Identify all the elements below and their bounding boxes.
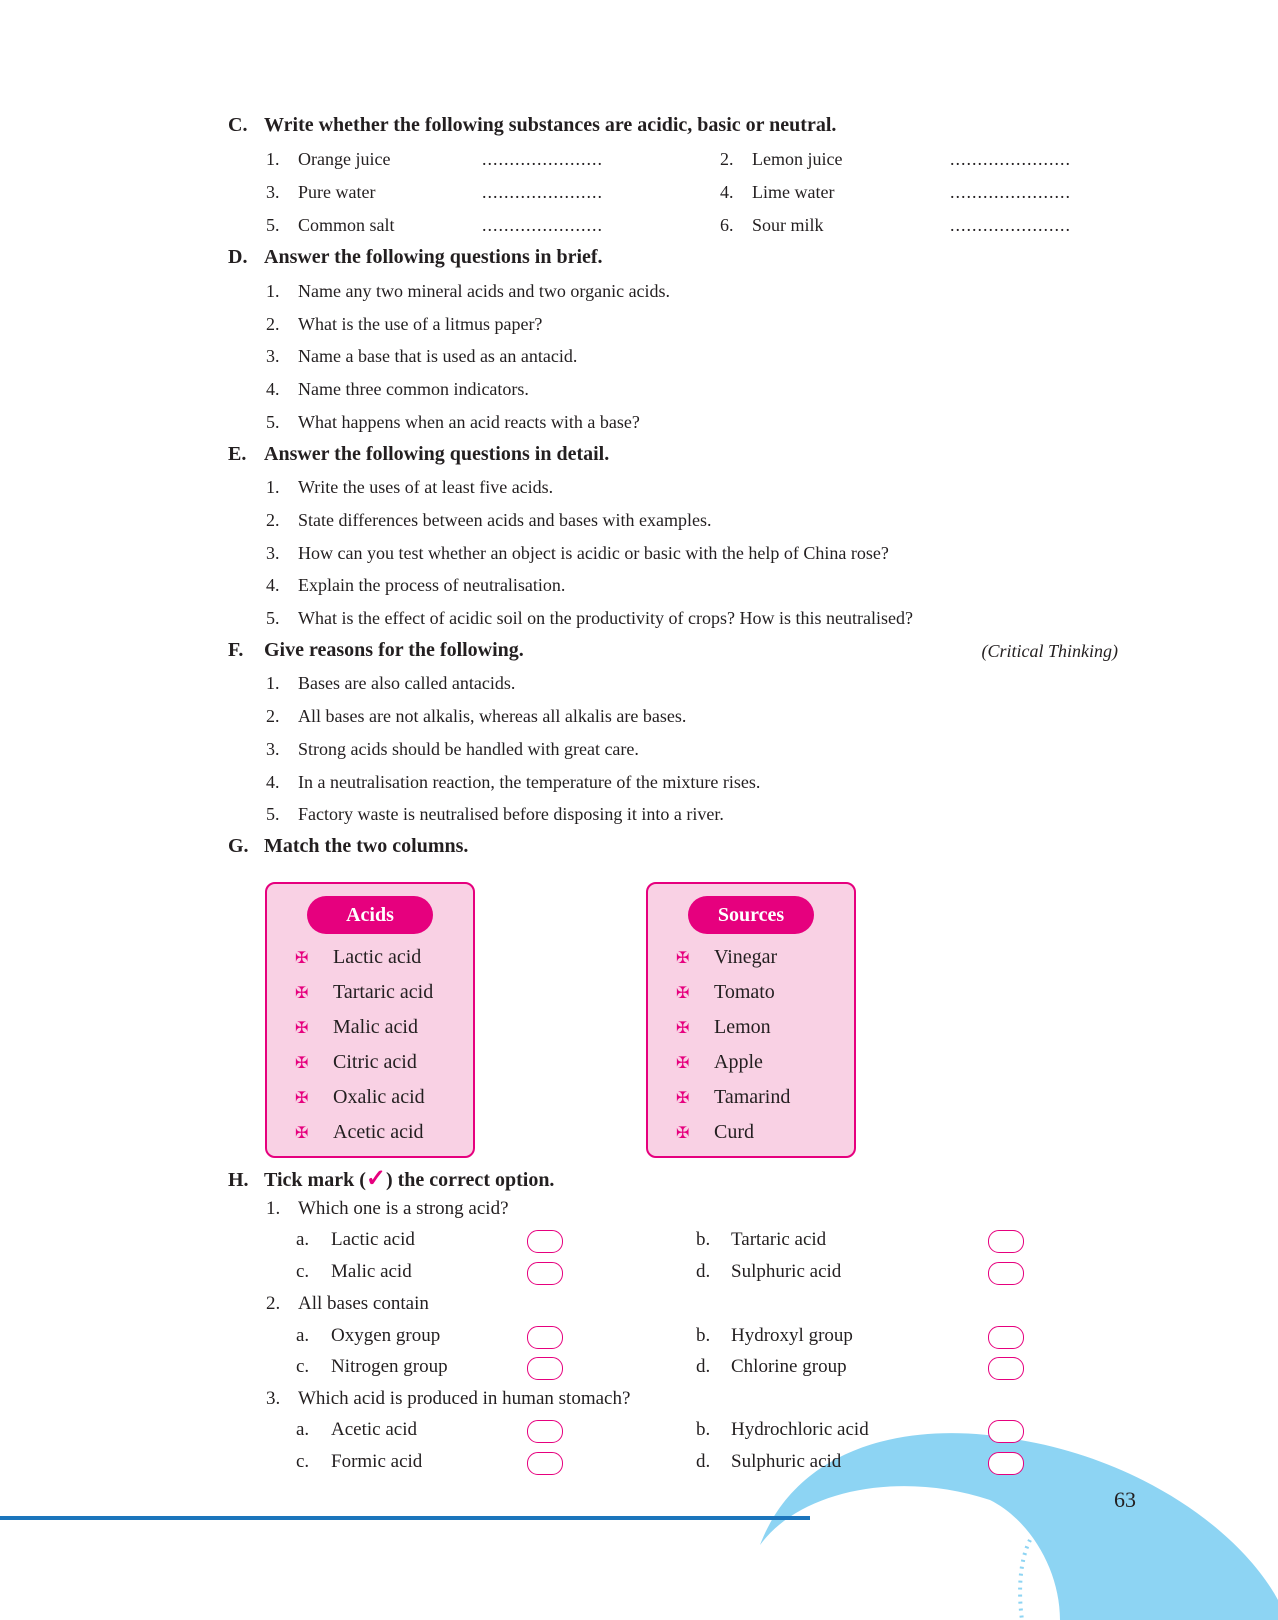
list-item: 2. What is the use of a litmus paper?: [266, 314, 543, 334]
list-item: 2. Lemon juice: [720, 149, 843, 169]
option-label: c. Formic acid: [296, 1451, 423, 1472]
cross-bullet-icon: ✠: [295, 1125, 309, 1142]
answer-checkbox[interactable]: [527, 1326, 563, 1349]
section-f-heading: F. Give reasons for the following.: [228, 639, 524, 661]
cross-bullet-icon: ✠: [295, 1055, 309, 1072]
cross-bullet-icon: ✠: [676, 950, 690, 967]
acids-column-box: [265, 882, 475, 1158]
list-item: 5. Factory waste is neutralised before disposing it into a river.: [266, 804, 724, 824]
list-item: ✠ Tomato: [676, 981, 775, 1003]
question: 1. Which one is a strong acid?: [266, 1198, 509, 1219]
answer-checkbox[interactable]: [988, 1452, 1024, 1475]
option-label: b. Hydroxyl group: [696, 1325, 853, 1346]
list-item: ✠ Tartaric acid: [295, 981, 434, 1003]
critical-thinking-tag: (Critical Thinking): [981, 641, 1118, 661]
cross-bullet-icon: ✠: [676, 985, 690, 1002]
list-item: 5. What happens when an acid reacts with a base?: [266, 412, 640, 432]
list-item: ✠ Curd: [676, 1121, 754, 1143]
answer-checkbox[interactable]: [527, 1357, 563, 1380]
list-item: ✠ Malic acid: [295, 1016, 418, 1038]
answer-checkbox[interactable]: [988, 1357, 1024, 1380]
list-item: ✠ Citric acid: [295, 1051, 417, 1073]
section-d-heading: D. Answer the following questions in brief.: [228, 246, 603, 268]
list-item: ✠ Apple: [676, 1051, 763, 1073]
question: 2. All bases contain: [266, 1293, 429, 1314]
option-label: a. Acetic acid: [296, 1419, 417, 1440]
list-item: 2. State differences between acids and bases with examples.: [266, 510, 712, 530]
option-label: b. Hydrochloric acid: [696, 1419, 869, 1440]
answer-blank: ......................: [950, 182, 1071, 202]
list-item: 4. Explain the process of neutralisation.: [266, 575, 566, 595]
list-item: 5. What is the effect of acidic soil on the productivity of crops? How is this neutralised?: [266, 608, 913, 628]
cross-bullet-icon: ✠: [676, 1090, 690, 1107]
cross-bullet-icon: ✠: [676, 1055, 690, 1072]
list-item: 4. Name three common indicators.: [266, 379, 529, 399]
list-item: 2. All bases are not alkalis, whereas all alkalis are bases.: [266, 706, 687, 726]
tick-icon: ✓: [365, 1166, 386, 1192]
list-item: 1. Name any two mineral acids and two organic acids.: [266, 281, 671, 301]
answer-checkbox[interactable]: [527, 1420, 563, 1443]
list-item: ✠ Lactic acid: [295, 946, 422, 968]
option-label: b. Tartaric acid: [696, 1229, 827, 1250]
question: 3. Which acid is produced in human stomach?: [266, 1388, 631, 1409]
option-label: d. Sulphuric acid: [696, 1261, 842, 1282]
list-item: 1. Orange juice: [266, 149, 391, 169]
answer-checkbox[interactable]: [527, 1452, 563, 1475]
option-label: a. Oxygen group: [296, 1325, 441, 1346]
list-item: 1. Bases are also called antacids.: [266, 673, 516, 693]
answer-checkbox[interactable]: [988, 1230, 1024, 1253]
answer-blank: ......................: [482, 149, 603, 169]
answer-blank: ......................: [950, 215, 1071, 235]
cross-bullet-icon: ✠: [295, 950, 309, 967]
sources-column-box: [646, 882, 856, 1158]
option-label: d. Chlorine group: [696, 1356, 847, 1377]
answer-blank: ......................: [482, 215, 603, 235]
list-item: ✠ Vinegar: [676, 946, 778, 968]
answer-checkbox[interactable]: [988, 1326, 1024, 1349]
option-label: c. Malic acid: [296, 1261, 412, 1282]
list-item: 3. Strong acids should be handled with great care.: [266, 739, 639, 759]
section-e-heading: E. Answer the following questions in detail.: [228, 443, 610, 465]
list-item: 3. Name a base that is used as an antacid.: [266, 346, 578, 366]
list-item: ✠ Oxalic acid: [295, 1086, 425, 1108]
cross-bullet-icon: ✠: [295, 985, 309, 1002]
sources-header: Sources: [688, 896, 814, 934]
option-label: d. Sulphuric acid: [696, 1451, 842, 1472]
cross-bullet-icon: ✠: [676, 1020, 690, 1037]
answer-blank: ......................: [482, 182, 603, 202]
answer-checkbox[interactable]: [988, 1262, 1024, 1285]
list-item: 4. Lime water: [720, 182, 835, 202]
list-item: 1. Write the uses of at least five acids.: [266, 477, 554, 497]
acids-header: Acids: [307, 896, 433, 934]
answer-blank: ......................: [950, 149, 1071, 169]
section-c-heading: C. Write whether the following substances are acidic, basic or neutral.: [228, 114, 837, 136]
section-h-heading: H. Tick mark (✓) the correct option.: [228, 1166, 555, 1192]
list-item: ✠ Acetic acid: [295, 1121, 424, 1143]
answer-checkbox[interactable]: [527, 1262, 563, 1285]
list-item: 5. Common salt: [266, 215, 395, 235]
answer-checkbox[interactable]: [988, 1420, 1024, 1443]
list-item: 3. How can you test whether an object is acidic or basic with the help of China rose?: [266, 543, 889, 563]
cross-bullet-icon: ✠: [295, 1090, 309, 1107]
option-label: a. Lactic acid: [296, 1229, 415, 1250]
cross-bullet-icon: ✠: [676, 1125, 690, 1142]
list-item: ✠ Tamarind: [676, 1086, 791, 1108]
list-item: 4. In a neutralisation reaction, the temperature of the mixture rises.: [266, 772, 761, 792]
list-item: 6. Sour milk: [720, 215, 824, 235]
cross-bullet-icon: ✠: [295, 1020, 309, 1037]
list-item: ✠ Lemon: [676, 1016, 771, 1038]
list-item: 3. Pure water: [266, 182, 376, 202]
page-number: 63: [1114, 1487, 1136, 1512]
answer-checkbox[interactable]: [527, 1230, 563, 1253]
option-label: c. Nitrogen group: [296, 1356, 448, 1377]
section-g-heading: G. Match the two columns.: [228, 835, 469, 857]
